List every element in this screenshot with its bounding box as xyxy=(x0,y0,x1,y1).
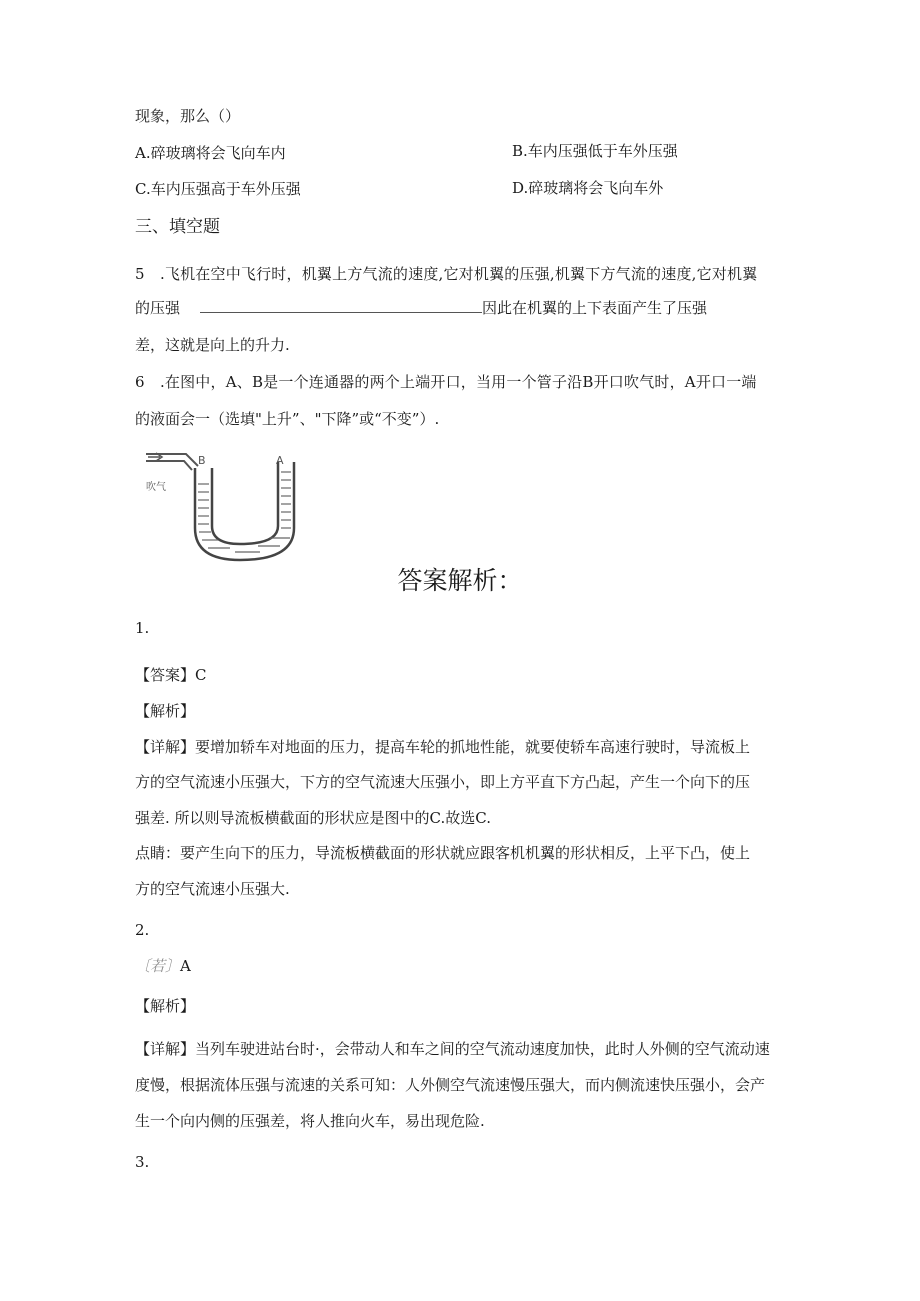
u-tube-figure xyxy=(140,448,310,566)
ans2-detail-line1 xyxy=(135,1039,770,1059)
ans1-analysis-tag: 【解析】 xyxy=(135,702,196,720)
label-blow: 吹气 xyxy=(146,482,166,493)
ans1-detail-line1 xyxy=(135,737,750,757)
ans2-detail-text1: 当列车驶进站台时·，会带动人和车之间的空气流动速度加快，此时人外侧的空气流动速 xyxy=(195,1040,770,1058)
tube-inner-wall xyxy=(212,462,278,544)
ans1-detail-text1: 要增加轿车对地面的压力，提高车轮的抓地性能，就要使轿车高速行驶时，导流板上 xyxy=(195,738,751,756)
q4-tail-text: 现象，那么（） xyxy=(135,107,241,125)
ans1-answer-tag: 【答案】 xyxy=(135,666,196,684)
q5-line3: 差，这就是向上的升力. xyxy=(135,336,290,354)
section3-title: 三、填空题 xyxy=(135,217,220,237)
ans1-detail-line2: 方的空气流速小压强大，下方的空气流速大压强小，即上方平直下方凸起，产生一个向下的压 xyxy=(135,773,751,791)
ans2-detail-line3: 生一个向内侧的压强差，将人推向火车，易出现危险. xyxy=(135,1112,485,1130)
ans1-comment-line2: 方的空气流速小压强大. xyxy=(135,880,290,898)
label-b: B xyxy=(198,454,206,467)
q4-option-a: A.碎玻璃将会飞向车内 xyxy=(135,144,286,162)
ans1-answer-value: C xyxy=(195,666,207,684)
label-a: A xyxy=(276,454,284,467)
ans1-comment-line1: 点睛：要产生向下的压力，导流板横截面的形状就应跟客机机翼的形状相反，上平下凸，使上 xyxy=(135,844,751,862)
q6-line1: 6 .在图中，A、B是一个连通器的两个上端开口，当用一个管子沿B开口吹气时，A开口一端 xyxy=(135,373,757,391)
ans1-answer-line xyxy=(135,665,207,685)
ans1-detail-line3: 强差. 所以则导流板横截面的形状应是图中的C.故选C. xyxy=(135,809,491,827)
ans3-number: 3. xyxy=(135,1153,150,1171)
q5-line2 xyxy=(135,298,707,318)
q4-option-b: B.车内压强低于车外压强 xyxy=(512,142,678,160)
ans2-detail-tag: 【详解】 xyxy=(135,1040,196,1058)
ans2-answer-line xyxy=(135,956,191,976)
ans1-detail-tag: 【详解】 xyxy=(135,738,196,756)
answers-title: 答案解析： xyxy=(397,566,523,595)
ans2-analysis-tag: 【解析】 xyxy=(135,997,196,1015)
q5-answer-blank xyxy=(200,298,482,313)
ans2-answer-tag: 〔若〕 xyxy=(135,957,181,975)
q5-line2-end: 因此在机翼的上下表面产生了压强 xyxy=(482,299,708,317)
q5-line2-start: 的压强 xyxy=(135,299,181,317)
q4-option-d: D.碎玻璃将会飞向车外 xyxy=(512,179,664,197)
ans1-number: 1. xyxy=(135,619,150,637)
q6-line2: 的液面会一（选填"上升”、"下降”或“不变”）. xyxy=(135,410,440,428)
ans2-answer-value: A xyxy=(180,957,191,975)
q4-option-c: C.车内压强高于车外压强 xyxy=(135,180,301,198)
ans2-detail-line2: 度慢，根据流体压强与流速的关系可知：人外侧空气流速慢压强大，而内侧流速快压强小，会产 xyxy=(135,1076,766,1094)
ans2-number: 2. xyxy=(135,921,150,939)
q5-line1: 5 .飞机在空中飞行时，机翼上方气流的速度,它对机翼的压强,机翼下方气流的速度,它对机翼 xyxy=(135,265,758,283)
